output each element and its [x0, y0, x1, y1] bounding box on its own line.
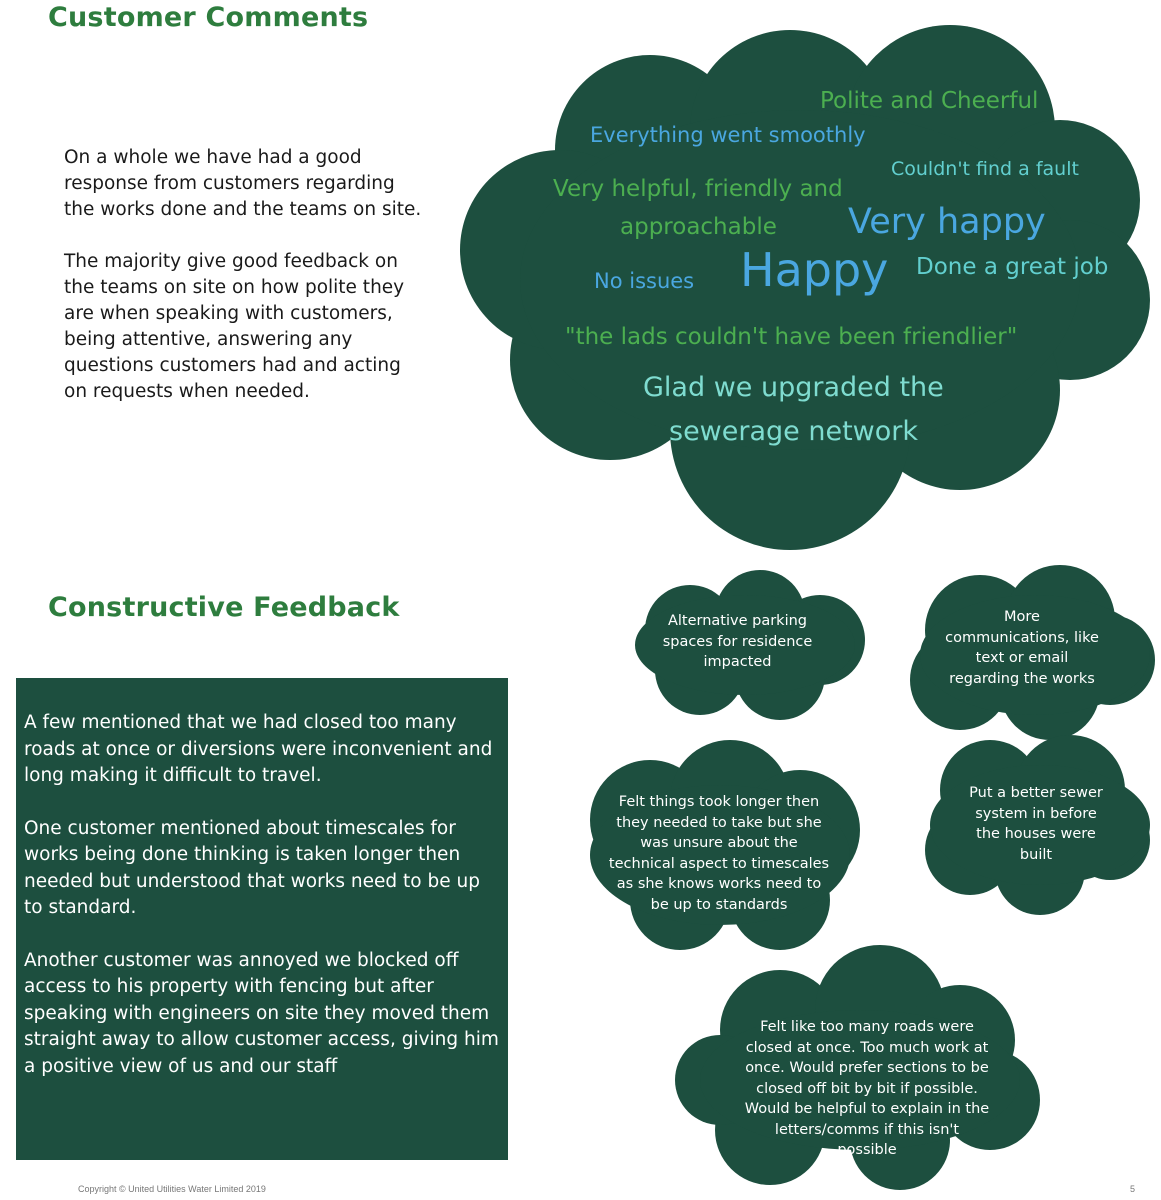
- word-no-issues: No issues: [594, 269, 695, 293]
- word-very-helpful: Very helpful, friendly and: [553, 176, 843, 202]
- word-sewerage-network: sewerage network: [669, 416, 918, 447]
- word-polite-and-cheerful: Polite and Cheerful: [820, 88, 1039, 114]
- word-happy: Happy: [740, 243, 889, 297]
- comments-paragraph-2: The majority give good feedback on the teams on site on how polite they are when speaking with customers, being attentive, answering any questions customers had and acting on requests when needed.: [64, 251, 405, 402]
- feedback-paragraph-1: A few mentioned that we had closed too many roads at once or diversions were inconvenient and long making it difficult to travel.: [24, 712, 493, 786]
- footer-copyright: Copyright © United Utilities Water Limited 2019: [78, 1184, 266, 1194]
- cloud-roads-text: Felt like too many roads were closed at once. Too much work at once. Would prefer sections to be closed off bit by bit if possible. Would be helpful to explain in the letters/comms if this isn't possible: [744, 1019, 990, 1158]
- feedback-paragraph-3: Another customer was annoyed we blocked off access to his property with fencing but after speaking with engineers on site they moved them straight away to allow customer access, giving him a positive view of us and our staff: [24, 949, 499, 1077]
- customer-comments-title: Customer Comments: [48, 2, 369, 33]
- cloud-communications-text: More communications, like text or email regarding the works: [945, 609, 1099, 687]
- cloud-parking-text: Alternative parking spaces for residence impacted: [662, 613, 813, 670]
- comments-paragraph-1: On a whole we have had a good response from customers regarding the works done and the teams on site.: [64, 147, 422, 220]
- word-glad-upgraded: Glad we upgraded the: [643, 372, 944, 403]
- word-lads-friendlier: "the lads couldn't have been friendlier": [565, 324, 1018, 350]
- word-couldnt-find-a-fault: Couldn't find a fault: [891, 158, 1079, 180]
- cloud-timescales-text: Felt things took longer then they needed to take but she was unsure about the technical aspect to timescales as she knows works need to be up to standards: [608, 794, 830, 913]
- constructive-feedback-title: Constructive Feedback: [48, 592, 400, 623]
- word-everything-went-smoothly: Everything went smoothly: [590, 123, 866, 147]
- footer-page-number: 5: [1130, 1184, 1136, 1194]
- word-very-happy: Very happy: [848, 202, 1046, 242]
- feedback-paragraph-2: One customer mentioned about timescales for works being done thinking is taken longer then needed but understood that works need to be up to standard.: [24, 817, 480, 918]
- cloud-sewer-text: Put a better sewer system in before the houses were built: [969, 785, 1103, 863]
- word-done-a-great-job: Done a great job: [916, 254, 1109, 280]
- word-approachable: approachable: [620, 214, 777, 240]
